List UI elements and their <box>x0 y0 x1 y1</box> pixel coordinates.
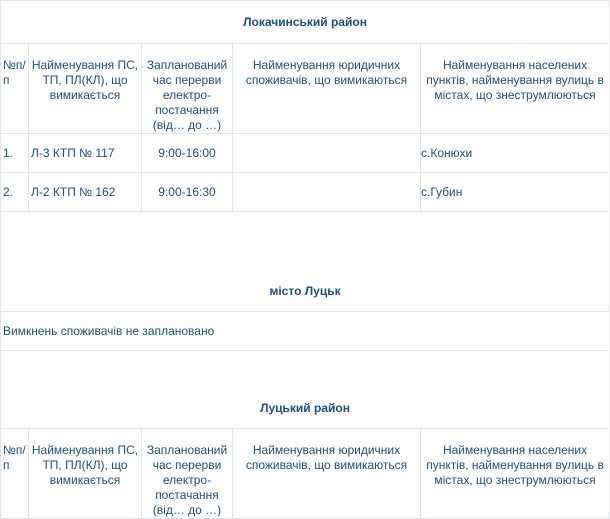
header-number: №п/п <box>1 44 29 134</box>
row-number: 2. <box>1 173 29 212</box>
header-line-name: Найменування ПС, ТП, ПЛ(КЛ), що вимикається <box>29 44 142 134</box>
row-consumers <box>233 173 421 212</box>
header-settlements: Найменування населених пунктів, найменування вулиць в містах, що знеструмлюються <box>421 429 610 519</box>
table-row <box>1 134 610 173</box>
row-number: 1. <box>1 134 29 173</box>
region-title: Локачинський район <box>1 1 610 44</box>
table-header-row <box>1 44 610 134</box>
header-line-name: Найменування ПС, ТП, ПЛ(КЛ), що вимикається <box>29 429 142 519</box>
row-consumers <box>233 134 421 173</box>
header-number: №п/п <box>1 429 29 519</box>
header-legal-consumers: Найменування юридичних споживачів, що вимикаються <box>233 44 421 134</box>
region-title: місто Луцьк <box>1 212 610 312</box>
row-time: 9:00-16:30 <box>142 173 233 212</box>
row-places: с.Губин <box>421 173 610 212</box>
no-outages-note: Вимкнень споживачів не заплановано <box>1 312 610 351</box>
region-title: Луцький район <box>1 351 610 429</box>
table-row <box>1 173 610 212</box>
table-header-row <box>1 429 610 519</box>
header-planned-time: Запланований час перерви електро-постачання (від… до …) <box>142 429 233 519</box>
header-settlements: Найменування населених пунктів, найменування вулиць в містах, що знеструмлюються <box>421 44 610 134</box>
header-legal-consumers: Найменування юридичних споживачів, що вимикаються <box>233 429 421 519</box>
row-line: Л-3 КТП № 117 <box>29 134 142 173</box>
row-time: 9:00-16:00 <box>142 134 233 173</box>
row-line: Л-2 КТП № 162 <box>29 173 142 212</box>
header-planned-time: Запланований час перерви електро-постачання (від… до …) <box>142 44 233 134</box>
row-places: с.Конюхи <box>421 134 610 173</box>
